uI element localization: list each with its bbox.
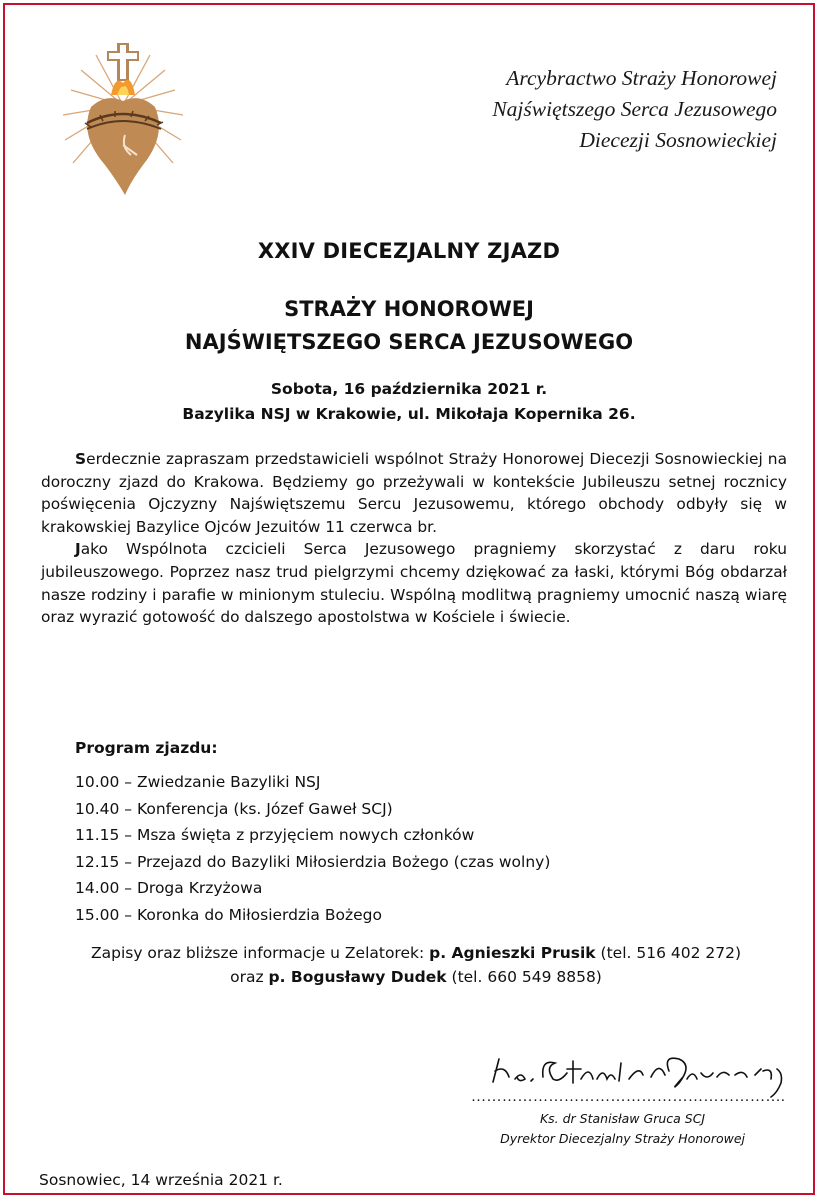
place-and-date: Sosnowiec, 14 września 2021 r. <box>39 1171 283 1189</box>
organization-line-3: Diecezji Sosnowieckiej <box>579 128 777 152</box>
contact-intro: Zapisy oraz bliższe informacje u Zelatorek: <box>90 944 430 962</box>
organization-header <box>492 63 777 156</box>
program-item: 15.00 – Koronka do Miłosierdzia Bożego <box>75 905 382 924</box>
contact-phone-1: (tel. 516 402 272) <box>595 944 742 962</box>
contact-person-1: p. Agnieszki Prusik <box>429 944 596 962</box>
signer-block <box>500 1109 745 1149</box>
program-list <box>75 769 550 929</box>
organization-line-1: Arcybractwo Straży Honorowej <box>506 66 777 90</box>
contact-phone-2: (tel. 660 549 8858) <box>446 968 602 986</box>
title-block <box>5 293 813 359</box>
program-item: 11.15 – Msza święta z przyjęciem nowych członków <box>75 826 475 845</box>
paragraph-1 <box>41 448 787 538</box>
title-line-3: NAJŚWIĘTSZEGO SERCA JEZUSOWEGO <box>184 330 634 354</box>
letter-page <box>3 3 815 1195</box>
contact-conj: oraz <box>230 968 269 986</box>
signature-line: ……………………………………………………. <box>471 1089 786 1105</box>
contact-info <box>5 941 822 989</box>
signer-role: Dyrektor Diecezjalny Straży Honorowej <box>500 1131 745 1146</box>
paragraph-1-text: erdecznie zapraszam przedstawicieli wspólnot Straży Honorowej Diecezji Sosnowieckiej na doroczny zjazd do Krakowa. Będziemy go przeżywali w kontekście Jubileuszu setnej rocznicy poświęcenia Ojczyzny Najświętszemu Sercu Jezusowemu, którego obchody odbyły się w krakowskiej Bazylice Ojców Jezuitów 11 czerwca br. <box>41 450 787 536</box>
paragraph-2-text: ako Wspólnota czcicieli Serca Jezusowego pragniemy skorzystać z daru roku jubileuszowego. Poprzez nasz trud pielgrzymi chcemy dziękować za łaski, którymi Bóg obdarzał nasze rodziny i parafie w minionym stuleciu. Wspólną modlitwą pragniemy umocnić naszą wiarę oraz wyrazić gotowość do dalszego apostolstwa w Kościele i świecie. <box>41 540 787 627</box>
sacred-heart-icon <box>51 35 196 205</box>
paragraph-1-initial: S <box>75 450 87 468</box>
program-item: 10.00 – Zwiedzanie Bazyliki NSJ <box>75 773 321 791</box>
event-details <box>5 377 813 427</box>
organization-line-2: Najświętszego Serca Jezusowego <box>492 97 777 121</box>
contact-person-2: p. Bogusławy Dudek <box>268 968 447 986</box>
signer-name: Ks. dr Stanisław Gruca SCJ <box>539 1111 706 1126</box>
title-line-1: XXIV DIECEZJALNY ZJAZD <box>257 239 561 263</box>
contact-line-1 <box>5 941 822 965</box>
program-heading: Program zjazdu: <box>75 739 218 757</box>
contact-line-2 <box>5 965 822 989</box>
letter-body <box>41 448 787 629</box>
title-line-2: STRAŻY HONOROWEJ <box>284 297 534 321</box>
event-date: Sobota, 16 października 2021 r. <box>270 380 548 398</box>
program-item: 14.00 – Droga Krzyżowa <box>75 879 263 898</box>
event-place: Bazylika NSJ w Krakowie, ul. Mikołaja Kopernika 26. <box>182 405 636 423</box>
paragraph-2-initial: J <box>75 540 81 559</box>
program-item: 12.15 – Przejazd do Bazyliki Miłosierdzia Bożego (czas wolny) <box>75 852 551 871</box>
program-item: 10.40 – Konferencja (ks. Józef Gaweł SCJ) <box>75 799 393 818</box>
paragraph-2 <box>41 538 787 628</box>
